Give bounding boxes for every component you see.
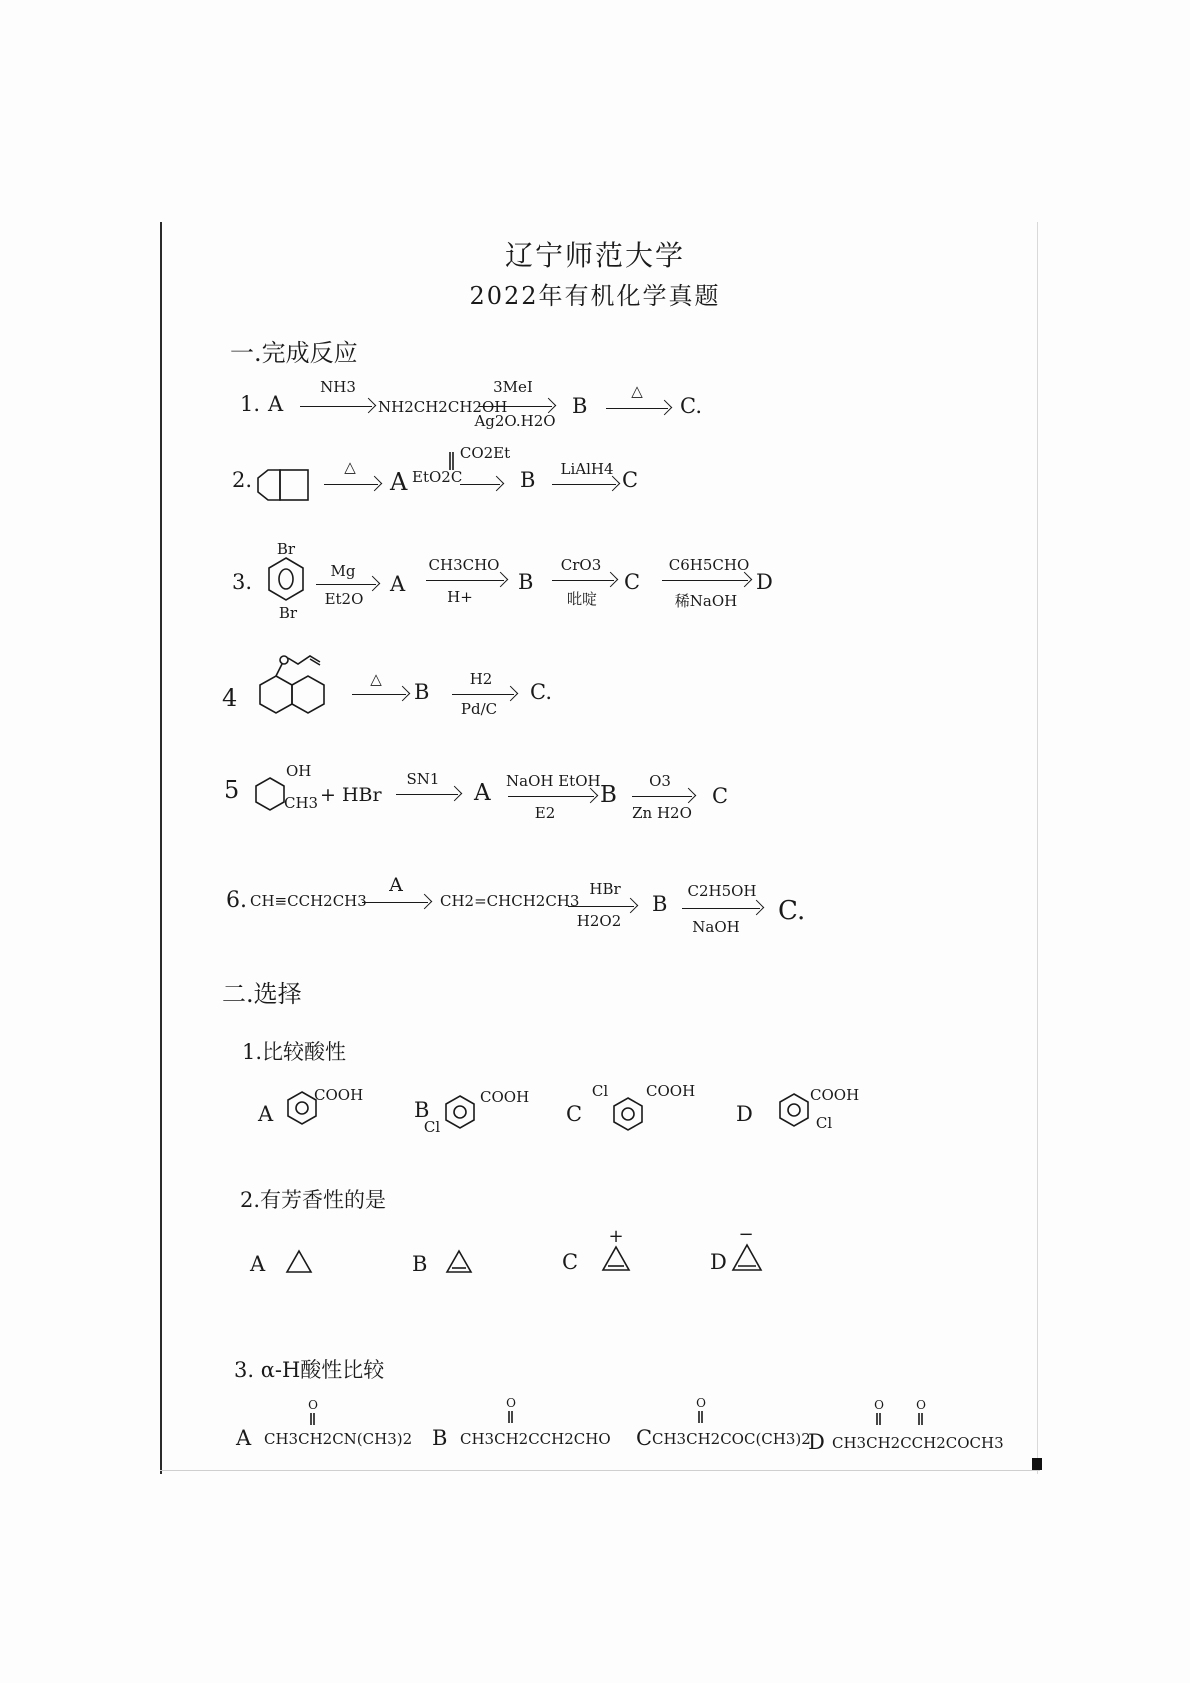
r6-arrow1 bbox=[362, 902, 428, 903]
r1-c: C. bbox=[680, 394, 702, 418]
r3-arrow2-top: CH3CHO bbox=[428, 556, 500, 574]
r3-arrow4-top: C6H5CHO bbox=[668, 556, 750, 574]
r5-arrow1-label: SN1 bbox=[406, 770, 440, 788]
r3-arrow2 bbox=[426, 580, 504, 581]
r3-number: 3. bbox=[232, 570, 253, 594]
r3-arrow1-top: Mg bbox=[330, 562, 356, 580]
r3-a: A bbox=[390, 572, 406, 596]
r5-arrow2-top: NaOH EtOH bbox=[506, 772, 601, 790]
r3-arrow3-top: CrO3 bbox=[560, 556, 602, 574]
o-chlorobenzoic-acid-icon bbox=[774, 1090, 814, 1130]
r2-b: B bbox=[520, 468, 536, 492]
r3-sub-br-bottom: Br bbox=[278, 604, 298, 622]
q3-b-carbonyl-bond-icon bbox=[508, 1410, 514, 1424]
r1-arrow2-top: 3MeI bbox=[493, 378, 533, 396]
r4-arrow1 bbox=[352, 694, 406, 695]
q3-a-oxygen: O bbox=[308, 1398, 318, 1412]
r6-arrow2 bbox=[568, 906, 634, 907]
q3-option-a-formula: CH3CH2CN(CH3)2 bbox=[264, 1430, 413, 1448]
q3-d-carbonyl-bond-1-icon bbox=[876, 1412, 882, 1426]
r5-sub-oh: OH bbox=[286, 762, 312, 780]
r5-b: B bbox=[600, 782, 617, 808]
r5-sub-ch3: CH3 bbox=[284, 794, 319, 812]
r4-b: B bbox=[414, 680, 430, 704]
r6-b: B bbox=[652, 892, 668, 916]
q1-c-cl: Cl bbox=[591, 1082, 609, 1100]
q2-option-a: A bbox=[250, 1252, 266, 1276]
q3-c-oxygen: O bbox=[696, 1396, 706, 1410]
r5-arrow3-bottom: Zn H2O bbox=[632, 804, 692, 822]
bicyclic-substrate-icon bbox=[254, 468, 314, 502]
r2-arrow2 bbox=[460, 484, 500, 485]
cyclopropenyl-cation-icon bbox=[600, 1244, 632, 1274]
q3-a-carbonyl-bond-icon bbox=[310, 1412, 316, 1426]
cyclopropene-icon bbox=[284, 1248, 314, 1276]
r2-arrow3-label: LiAlH4 bbox=[560, 460, 614, 478]
q2-minus-sign: − bbox=[738, 1224, 754, 1245]
r1-number: 1. bbox=[240, 392, 261, 416]
r5-plus-hbr: + HBr bbox=[320, 784, 382, 806]
q2-option-b: B bbox=[412, 1252, 428, 1276]
r3-arrow1-bottom: Et2O bbox=[324, 590, 364, 608]
r1-b: B bbox=[572, 394, 588, 418]
r3-arrow1 bbox=[316, 584, 376, 585]
q3-option-c-letter: C bbox=[636, 1426, 653, 1450]
r5-c: C bbox=[712, 784, 729, 808]
q2-option-d: D bbox=[710, 1250, 727, 1274]
q3-option-c-formula: CH3CH2COC(CH3)2 bbox=[652, 1430, 811, 1448]
r1-arrow3-label: △ bbox=[631, 382, 643, 400]
q3-d-carbonyl-bond-2-icon bbox=[918, 1412, 924, 1426]
exam-title: 2022年有机化学真题 bbox=[469, 282, 721, 310]
r3-arrow2-bottom: H+ bbox=[447, 588, 473, 606]
q3-option-d-letter: D bbox=[808, 1430, 825, 1454]
r3-arrow4 bbox=[662, 580, 748, 581]
r5-arrow3 bbox=[632, 796, 692, 797]
r3-d: D bbox=[756, 570, 773, 594]
r3-b: B bbox=[518, 570, 534, 594]
q1-d-cl: Cl bbox=[815, 1114, 833, 1132]
q3-title: 3. α-H酸性比较 bbox=[234, 1358, 385, 1382]
page-left-edge bbox=[160, 222, 162, 1474]
r1-a: A bbox=[268, 392, 284, 416]
q2-plus-sign: + bbox=[608, 1226, 624, 1247]
q2-title: 2.有芳香性的是 bbox=[240, 1188, 387, 1212]
q1-option-a: A bbox=[258, 1102, 274, 1126]
r6-arrow1-label: A bbox=[389, 874, 403, 896]
q3-option-b-letter: B bbox=[432, 1426, 448, 1450]
r2-number: 2. bbox=[232, 468, 253, 492]
page-right-edge bbox=[1037, 222, 1038, 1474]
r6-arrow3-top: C2H5OH bbox=[687, 882, 757, 900]
q3-option-a-letter: A bbox=[236, 1426, 252, 1450]
r2-arrow2-top: CO2Et bbox=[459, 444, 511, 462]
naphthyl-allyl-ether-icon bbox=[252, 648, 342, 724]
page-bottom-edge bbox=[160, 1470, 1040, 1471]
r4-arrow2 bbox=[452, 694, 514, 695]
r4-arrow2-top: H2 bbox=[469, 670, 493, 688]
r5-arrow2-bottom: E2 bbox=[534, 804, 556, 822]
r4-number: 4 bbox=[222, 684, 238, 712]
q2-option-c: C bbox=[562, 1250, 579, 1274]
q1-b-cl: Cl bbox=[423, 1118, 441, 1136]
r4-arrow2-bottom: Pd/C bbox=[460, 700, 498, 718]
q1-option-d: D bbox=[736, 1102, 753, 1126]
q1-a-cooh: COOH bbox=[314, 1086, 364, 1104]
r2-a: A bbox=[390, 468, 408, 496]
r6-arrow2-top: HBr bbox=[589, 880, 621, 898]
m-chlorobenzoic-acid-icon bbox=[440, 1092, 480, 1132]
r1-mid: NH2CH2CH2OH bbox=[378, 398, 508, 416]
r3-arrow4-bottom: 稀NaOH bbox=[674, 592, 738, 610]
r5-arrow3-top: O3 bbox=[649, 772, 671, 790]
q3-option-d-formula: CH3CH2CCH2COCH3 bbox=[832, 1434, 1004, 1452]
r1-arrow2-bottom: Ag2O.H2O bbox=[474, 412, 556, 430]
r2-arrow3 bbox=[552, 484, 616, 485]
q1-c-cooh: COOH bbox=[646, 1082, 696, 1100]
r1-arrow3 bbox=[606, 408, 668, 409]
q1-option-c: C bbox=[566, 1102, 583, 1126]
p-chlorobenzoic-acid-icon bbox=[608, 1094, 648, 1134]
r5-a: A bbox=[474, 780, 491, 806]
r5-arrow1 bbox=[396, 794, 458, 795]
r5-number: 5 bbox=[224, 776, 240, 804]
r1-arrow1-label: NH3 bbox=[320, 378, 356, 396]
r6-start: CH≡CCH2CH3 bbox=[250, 892, 367, 910]
scan-mark bbox=[1032, 1458, 1042, 1470]
q1-title: 1.比较酸性 bbox=[242, 1040, 347, 1064]
r1-arrow2 bbox=[478, 406, 552, 407]
dibromobenzene-icon bbox=[266, 556, 306, 602]
r2-arrow1-label: △ bbox=[344, 458, 356, 476]
r2-c: C bbox=[622, 468, 639, 492]
r6-number: 6. bbox=[226, 888, 247, 913]
r3-arrow3-bottom: 吡啶 bbox=[566, 590, 597, 608]
r1-arrow1 bbox=[300, 406, 372, 407]
r4-arrow1-label: △ bbox=[370, 670, 382, 688]
r2-arrow1 bbox=[324, 484, 378, 485]
q1-d-cooh: COOH bbox=[810, 1086, 860, 1104]
r2-arrow2-reagent: EtO2C bbox=[412, 468, 463, 486]
section1-heading: 一.完成反应 bbox=[230, 339, 358, 367]
r3-c: C bbox=[624, 570, 641, 594]
q3-c-carbonyl-bond-icon bbox=[698, 1410, 704, 1424]
q3-option-b-formula: CH3CH2CCH2CHO bbox=[460, 1430, 611, 1448]
q1-b-cooh: COOH bbox=[480, 1088, 530, 1106]
section2-heading: 二.选择 bbox=[222, 980, 302, 1008]
r3-sub-br-top: Br bbox=[276, 540, 296, 558]
r6-arrow2-bottom: H2O2 bbox=[576, 912, 622, 930]
r5-arrow2 bbox=[508, 796, 594, 797]
r3-arrow3 bbox=[552, 580, 614, 581]
r6-arrow3 bbox=[682, 908, 760, 909]
school-title: 辽宁师范大学 bbox=[504, 239, 685, 272]
cyclopropenyl-anion-icon bbox=[730, 1242, 764, 1274]
r6-c: C. bbox=[778, 896, 806, 926]
q3-d-oxygen-2: O bbox=[916, 1398, 926, 1412]
r6-mid: CH2=CHCH2CH3 bbox=[440, 892, 580, 910]
cyclopropene-double-bond-icon bbox=[444, 1248, 474, 1276]
r6-arrow3-bottom: NaOH bbox=[692, 918, 740, 936]
r4-c: C. bbox=[530, 680, 552, 704]
q1-option-b: B bbox=[414, 1098, 430, 1122]
q3-d-oxygen-1: O bbox=[874, 1398, 884, 1412]
q3-b-oxygen: O bbox=[506, 1396, 516, 1410]
